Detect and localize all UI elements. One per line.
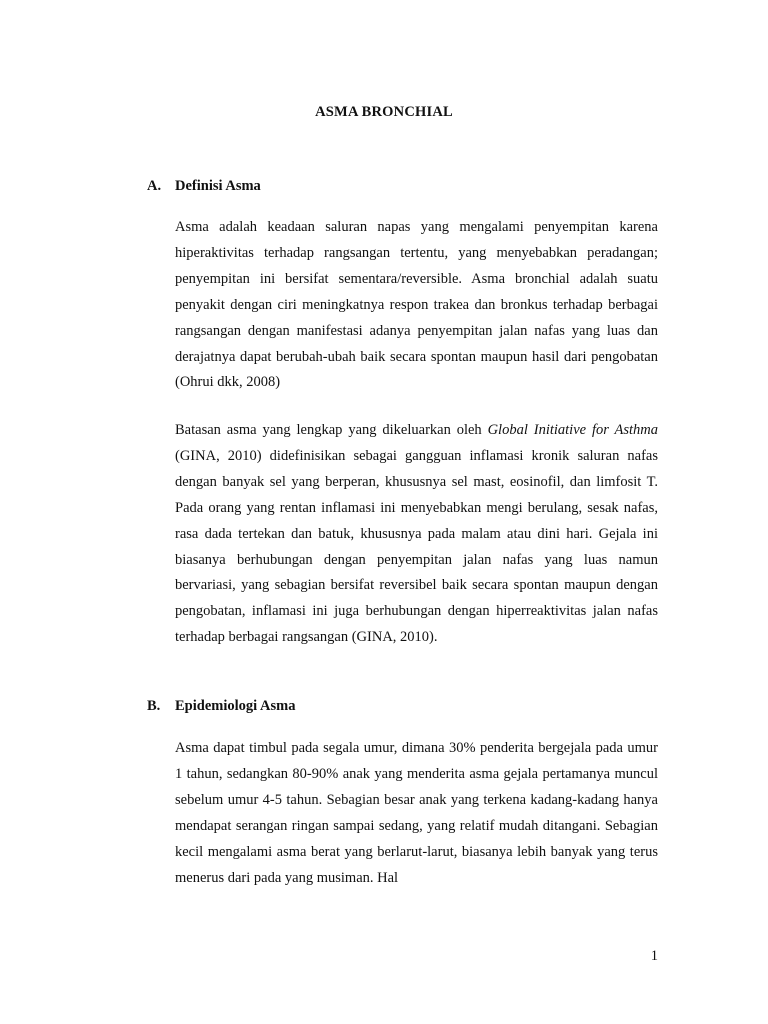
paragraph-italic-text: Global Initiative for Asthma bbox=[487, 422, 659, 438]
paragraph-text: Batasan asma yang lengkap yang dikeluarkan oleh bbox=[175, 422, 488, 438]
paragraph-definisi-2 bbox=[175, 418, 658, 651]
paragraph-text: (GINA, 2010) didefinisikan sebagai gangguan inflamasi kronik saluran nafas dengan banyak sel yang berperan, khususnya sel mast, eosinofil, dan limfosit T. Pada orang yang rentan inflamasi ini menyebabkan mengi berulang, sesak nafas, rasa dada tertekan dan batuk, khususnya pada malam atau dini hari. Gejala ini biasanya berhubungan dengan penyempitan jalan nafas yang luas namun bervariasi, yang sebagian bersifat reversibel baik secara spontan maupun dengan pengobatan, inflamasi ini juga berhubungan dengan hiperreaktivitas jalan nafas terhadap berbagai rangsangan (GINA, 2010). bbox=[175, 447, 658, 646]
section-letter: A. bbox=[147, 178, 162, 194]
section-title: Definisi Asma bbox=[175, 178, 261, 194]
paragraph-text: Asma dapat timbul pada segala umur, dimana 30% penderita bergejala pada umur 1 tahun, sedangkan 80-90% anak yang menderita asma gejala pertamanya muncul sebelum umur 4-5 tahun. Sebagian besar anak yang terkena kadang-kadang hanya mendapat serangan ringan sampai sedang, yang relatif mudah ditangani. Sebagian kecil mengalami asma berat yang berlarut-larut, biasanya lebih banyak yang terus menerus dari pada yang musiman. Hal bbox=[175, 740, 658, 886]
page-number: 1 bbox=[650, 948, 658, 964]
section-heading-definisi bbox=[147, 178, 261, 195]
section-title: Epidemiologi Asma bbox=[175, 698, 296, 714]
document-title: ASMA BRONCHIAL bbox=[315, 104, 453, 120]
paragraph-text: Asma adalah keadaan saluran napas yang mengalami penyempitan karena hiperaktivitas terhadap rangsangan tertentu, yang menyebabkan peradangan; penyempitan ini bersifat sementara/reversible. Asma bronchial adalah suatu penyakit dengan ciri meningkatnya respon trakea dan bronkus terhadap berbagai rangsangan dengan manifestasi adanya penyempitan jalan nafas yang luas dan derajatnya dapat berubah-ubah baik secara spontan maupun hasil dari pengobatan (Ohrui dkk, 2008) bbox=[175, 219, 658, 391]
paragraph-definisi-1 bbox=[175, 215, 658, 396]
section-heading-epidemiologi bbox=[147, 698, 295, 715]
paragraph-epidemiologi-1 bbox=[175, 736, 658, 891]
section-letter: B. bbox=[147, 698, 161, 714]
